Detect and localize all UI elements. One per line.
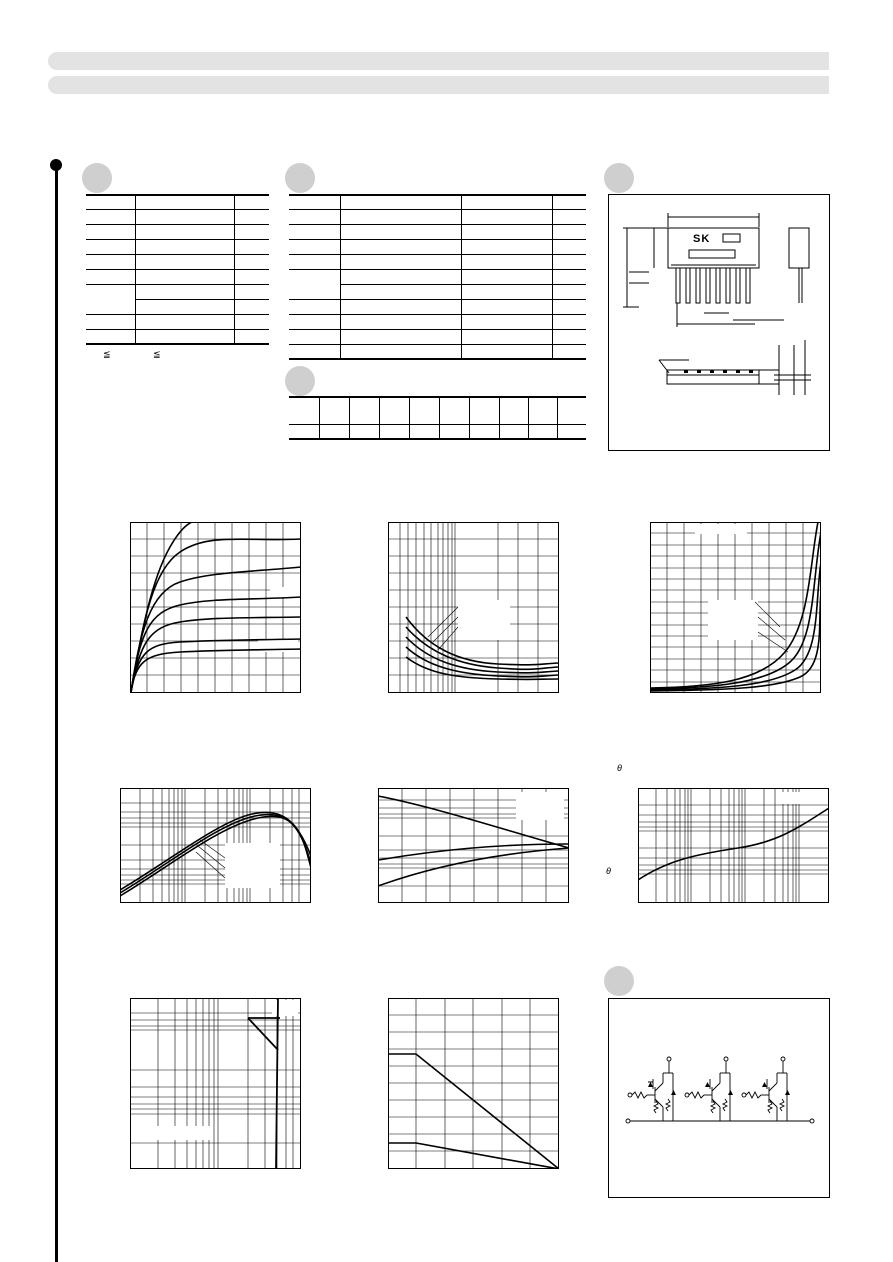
marking-table-col-sep <box>319 397 320 439</box>
char-table-col-sep <box>461 195 462 359</box>
marking-table-col-sep <box>349 397 350 439</box>
marking-table-bottom-rule <box>289 438 586 440</box>
left-rule-line <box>55 165 58 1262</box>
chart-saturation-voltage <box>388 522 559 693</box>
ratings-table-rule <box>86 239 269 240</box>
section-marker-characteristics <box>285 163 315 193</box>
ratings-table-rule <box>86 329 269 330</box>
thermal-label-top: θ <box>617 763 622 773</box>
package-drawing <box>609 195 829 450</box>
ratings-table-rule <box>86 254 269 255</box>
char-table-rule <box>289 239 586 240</box>
ratings-table-rule <box>86 284 269 285</box>
ratings-table-rule <box>86 209 269 210</box>
marking-table-col-sep <box>469 397 470 439</box>
ratings-table-top-rule <box>86 194 269 196</box>
chart-safe-operating-area <box>130 998 301 1169</box>
char-table-rule <box>289 224 586 225</box>
footnote-le-symbol-1: ≦ <box>103 349 111 359</box>
equivalent-circuit-diagram <box>609 999 829 1197</box>
package-logo: SK <box>693 233 711 245</box>
chart-temperature-characteristics <box>650 522 821 693</box>
ratings-table-bottom-rule <box>86 343 269 345</box>
package-outline-box <box>608 194 830 451</box>
ratings-table-rule <box>86 224 269 225</box>
marking-table-col-sep <box>439 397 440 439</box>
chart-transient-thermal-resistance <box>638 788 829 903</box>
section-marker-package <box>604 163 634 193</box>
char-table-rule <box>289 254 586 255</box>
header-band-bottom <box>48 76 829 94</box>
char-table-rule <box>340 284 586 285</box>
char-table-rule <box>289 209 586 210</box>
chart-power-derating <box>388 998 559 1169</box>
char-table-top-rule <box>289 194 586 196</box>
header-band-top <box>48 52 829 70</box>
marking-table-col-sep <box>499 397 500 439</box>
equivalent-circuit-box <box>608 998 830 1198</box>
ratings-table-col-sep <box>135 195 136 344</box>
marking-table-col-sep <box>379 397 380 439</box>
char-table-bottom-rule <box>289 358 586 360</box>
char-table-rule <box>289 344 586 345</box>
section-marker-marking <box>285 366 315 396</box>
char-table-rule <box>289 329 586 330</box>
marking-table-rule <box>289 424 586 425</box>
thermal-label-axis: θ <box>606 866 611 876</box>
marking-table-col-sep <box>528 397 529 439</box>
marking-table-col-sep <box>557 397 558 439</box>
char-table-rule <box>289 299 586 300</box>
char-table-col-sep <box>552 195 553 359</box>
ratings-table-rule <box>86 269 269 270</box>
char-table-col-sep <box>340 195 341 359</box>
ratings-table-rule <box>86 314 269 315</box>
char-table-rule <box>289 314 586 315</box>
ratings-table-col-sep <box>234 195 235 344</box>
chart-switching-characteristics <box>378 788 569 903</box>
section-marker-ratings <box>82 163 112 193</box>
section-marker-circuit <box>604 966 634 996</box>
chart-dc-current-gain <box>120 788 311 903</box>
chart-output-characteristics <box>130 522 301 693</box>
footnote-le-symbol-2: ≦ <box>153 349 161 359</box>
ratings-table-rule <box>135 299 269 300</box>
char-table-rule <box>289 269 586 270</box>
marking-table-col-sep <box>409 397 410 439</box>
marking-table-top-rule <box>289 396 586 398</box>
